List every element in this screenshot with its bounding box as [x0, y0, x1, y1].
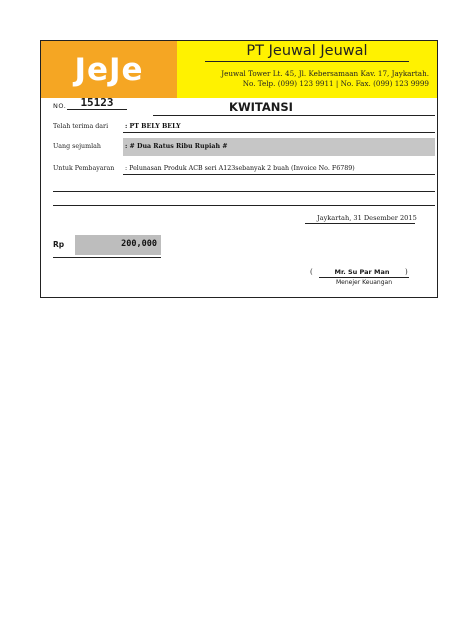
- logo-text: JeJe: [74, 51, 144, 88]
- contact-line: No. Telp. (099) 123 9911 | No. Fax. (099) 123 9999: [242, 79, 429, 88]
- payment-for-line-1: [123, 174, 435, 175]
- signature-open-paren: (: [310, 268, 313, 276]
- received-from-value: : PT BELY BELY: [125, 123, 181, 130]
- amount-underline: [53, 257, 161, 258]
- company-header: [177, 41, 437, 98]
- payment-for-value: : Pelunasan Produk ACB seri A123sebanyak 2 buah (Invoice No. F6789): [125, 165, 355, 172]
- company-logo: [41, 41, 177, 98]
- address-line: Jeuwal Tower Lt. 45, Jl. Kebersamaan Kav. 17, Jaykartah.: [221, 69, 429, 78]
- amount-box: [75, 235, 161, 255]
- payment-for-line-3: [53, 205, 435, 206]
- payment-for-line-2: [53, 191, 435, 192]
- title-underline: [153, 115, 435, 116]
- amount-words-label: Uang sejumlah: [53, 143, 101, 150]
- receipt-number-underline: [67, 109, 127, 110]
- amount-value: 200,000: [121, 239, 157, 249]
- date-underline: [305, 223, 415, 224]
- amount-words-value: : # Dua Ratus Ribu Rupiah #: [125, 143, 228, 150]
- company-name: PT Jeuwal Jeuwal: [246, 43, 368, 59]
- currency-label: Rp: [53, 240, 65, 249]
- company-name-underline: [205, 61, 409, 62]
- signature-close-paren: ): [405, 268, 408, 276]
- payment-for-label: Untuk Pembayaran: [53, 165, 115, 172]
- receipt-number: 15123: [80, 96, 114, 109]
- signer-name: Mr. Su Par Man: [334, 268, 390, 276]
- receipt-card: [40, 40, 438, 298]
- signature-line: [319, 277, 409, 278]
- receipt-title: KWITANSI: [229, 100, 293, 114]
- receipt-number-label: NO.: [53, 102, 67, 110]
- company-address: [221, 69, 429, 89]
- receipt-date: Jaykartah, 31 Desember 2015: [317, 214, 417, 222]
- received-from-line: [123, 132, 435, 133]
- signer-title: Menejer Keuangan: [336, 279, 392, 286]
- received-from-label: Telah terima dari: [53, 123, 109, 130]
